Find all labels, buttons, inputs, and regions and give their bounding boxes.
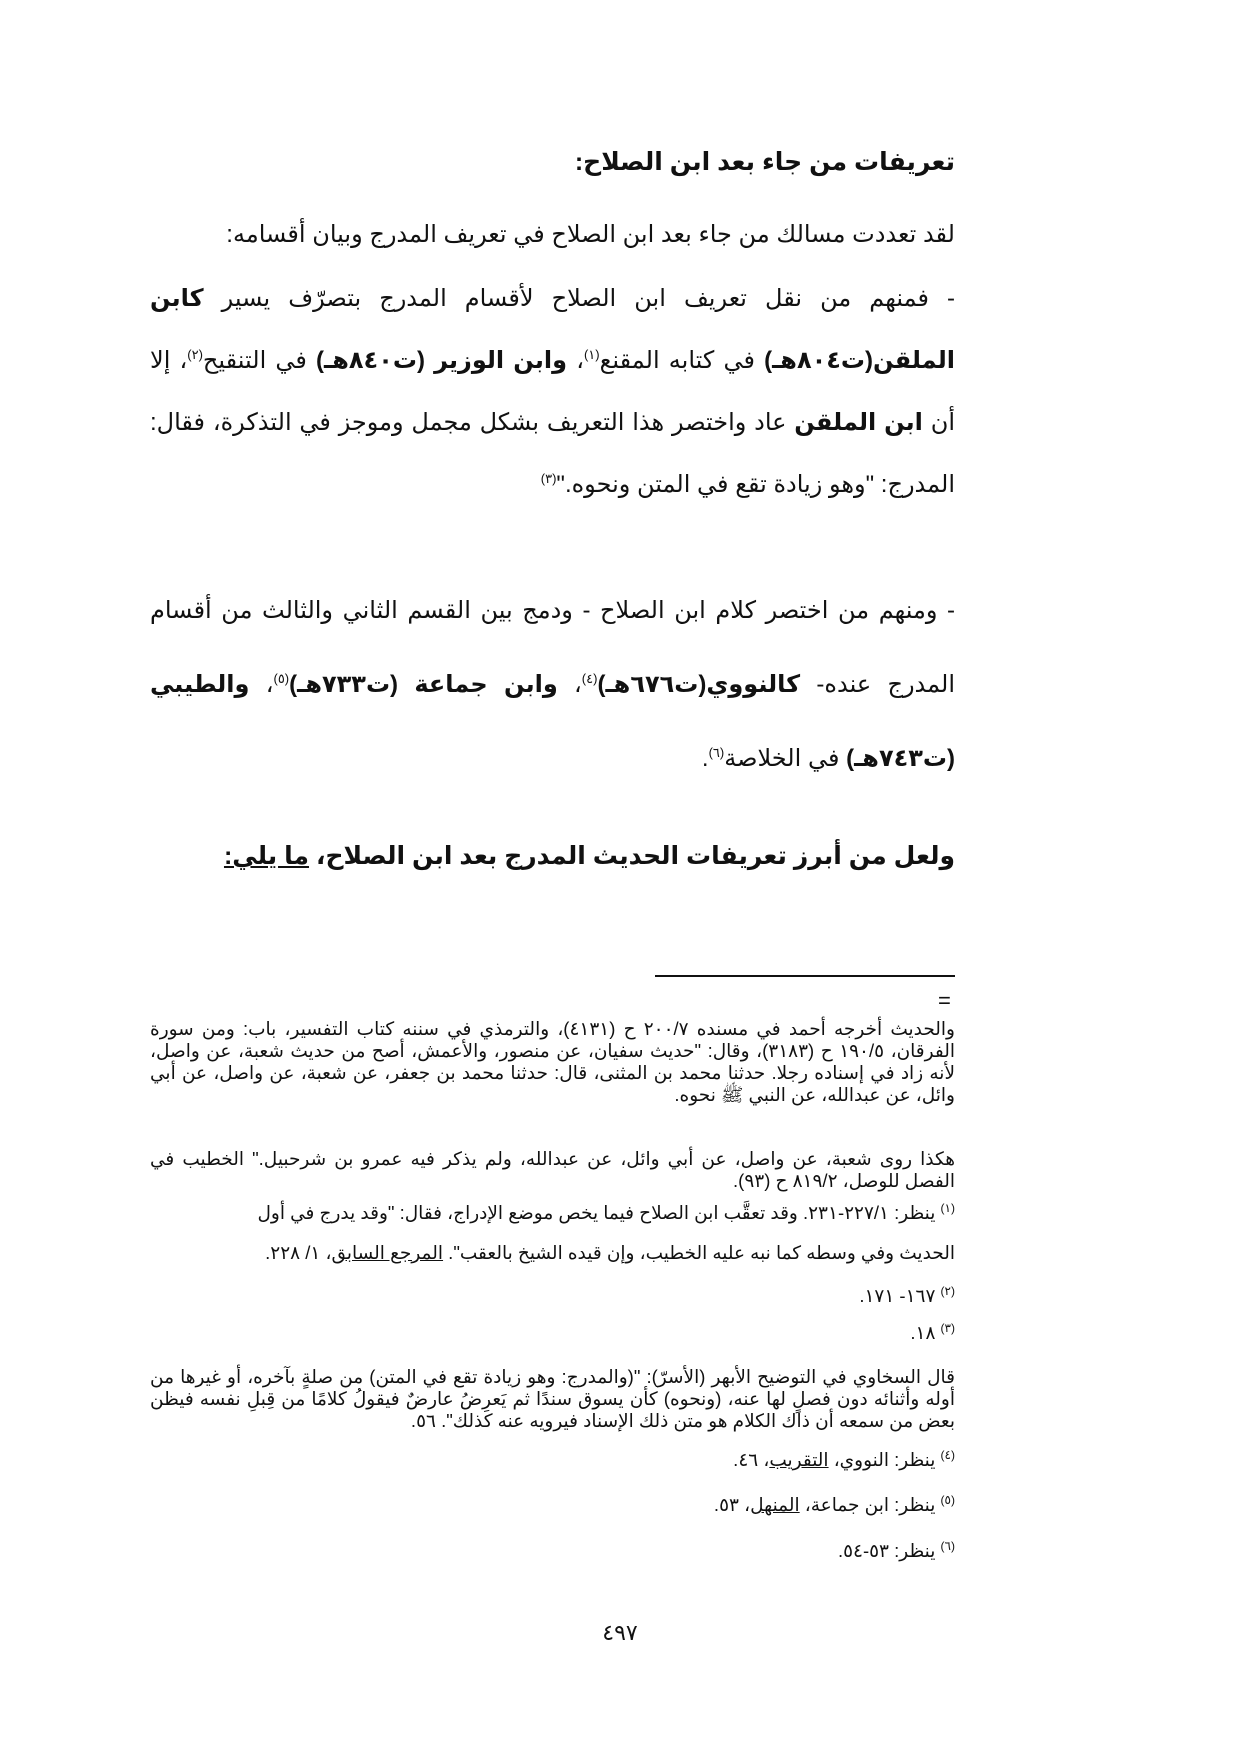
footnote-5-number: (٥) [940, 1493, 955, 1507]
footnote-1-number: (١) [940, 1201, 955, 1215]
closing-underlined: ما يلي: [223, 842, 309, 870]
p1-text: ، إلا أن [150, 347, 955, 436]
p1-text: عاد واختصر هذا التعريف بشكل مجمل وموجز في التذكرة، فقال: المدرج: "وهو زيادة تقع في المتن ونحوه." [150, 409, 955, 498]
p1-text: ، [567, 347, 584, 374]
footnote-ref-1: (١) [583, 347, 600, 362]
footnote-4 [150, 1447, 955, 1473]
footnote-1-text: ينظر: ٢٢٧/١-٢٣١. وقد تعقَّب ابن الصلاح فيما يخص موضع الإدراج، فقال: "وقد يدرج في أول [257, 1202, 941, 1223]
footnote-ref-3: (٣) [540, 471, 557, 486]
p2-text: . [701, 745, 709, 772]
footnote-6 [150, 1538, 955, 1564]
footnote-separator [655, 975, 955, 977]
p2-bold-nawawi: كالنووي(ت٦٧٦هـ) [597, 671, 801, 698]
p2-bold-ibn-jamaa: وابن جماعة (ت٧٣٣هـ) [289, 671, 558, 698]
footnote-4-reference: التقريب [769, 1449, 829, 1470]
closing-heading [150, 834, 955, 878]
p2-text: ، [557, 671, 582, 698]
intro-paragraph: لقد تعددت مسالك من جاء بعد ابن الصلاح في تعريف المدرج وبيان أقسامه: [226, 221, 955, 248]
p1-text: في التنقيح [202, 347, 317, 374]
footnote-2-text: ١٦٧- ١٧١. [859, 1285, 941, 1306]
footnote-ref-6: (٦) [708, 745, 725, 760]
footnote-4-number: (٤) [940, 1448, 955, 1462]
footnote-ref-4: (٤) [581, 671, 598, 686]
p1-bold-ibn-mulaqqin: كابن الملقن(ت٨٠٤هـ) [150, 285, 955, 374]
footnote-continuation-2: هكذا روى شعبة، عن واصل، عن أبي وائل، عن عبدالله، ولم يذكر فيه عمرو بن شرحبيل." الخطيب في الفصل للوصل، ٨١٩/٢ ح (٩٣). [150, 1148, 955, 1191]
paragraph-ibn-mulaqqin [150, 268, 955, 516]
footnote-6-text: ينظر: ٥٣-٥٤. [837, 1540, 941, 1561]
footnote-2-number: (٢) [940, 1284, 955, 1298]
footnote-ref-2: (٢) [187, 347, 203, 362]
footnote-1 [150, 1200, 955, 1226]
p1-bold-ibn-mulaqqin-2: ابن الملقن [794, 409, 923, 436]
p2-text: ، [249, 671, 274, 698]
footnote-3 [150, 1320, 955, 1346]
footnote-3-text: ١٨. [910, 1322, 941, 1343]
page-number: ٤٩٧ [602, 1620, 638, 1645]
p1-bold-ibn-wazir: وابن الوزير (ت٨٤٠هـ) [316, 347, 568, 374]
footnote-1-reference: المرجع السابق [331, 1242, 444, 1263]
footnote-ref-5: (٥) [273, 671, 290, 686]
footnote-5 [150, 1492, 955, 1518]
paragraph-nawawi [150, 574, 955, 796]
footnote-continuation-1: والحديث أخرجه أحمد في مسنده ٢٠٠/٧ ح (٤١٣١)، والترمذي في سننه كتاب التفسير، باب: ومن سورة الفرقان، ١٩٠/٥ ح (٣١٨٣)، وقال: "حديث سفيان، عن منصور، والأعمش، أصح من حديث شعبة، عن واصل، لأنه زاد في إسناده رجلا. حدثنا محمد بن المثنى، قال: حدثنا محمد بن جعفر، عن شعبة، عن واصل، عن أبي وائل، عن عبدالله، عن النبي ﷺ نحوه. [150, 1018, 955, 1105]
p2-text: في الخلاصة [724, 745, 847, 772]
footnote-1-continued [150, 1240, 955, 1266]
footnote-6-number: (٦) [940, 1539, 955, 1553]
p2-text: - ومنهم من اختصر كلام ابن الصلاح - ودمج بين القسم الثاني والثالث من أقسام المدرج عنده- [150, 597, 955, 698]
footnote-5-reference: المنهل [750, 1494, 800, 1515]
closing-text: ولعل من أبرز تعريفات الحديث المدرج بعد ابن الصلاح، [309, 842, 955, 870]
p2-bold-tibi: والطيبي (ت٧٤٣هـ) [150, 671, 955, 772]
section-heading: تعريفات من جاء بعد ابن الصلاح: [574, 148, 955, 176]
continuation-mark: = [938, 988, 951, 1013]
footnote-4-text: ينظر: النووي، [828, 1449, 941, 1470]
p1-text: في كتابه المقنع [599, 347, 765, 374]
footnote-5-text: ينظر: ابن جماعة، [799, 1494, 941, 1515]
footnote-2 [150, 1283, 955, 1309]
p1-text: - فمنهم من نقل تعريف ابن الصلاح لأقسام المدرج بتصرّف يسير [203, 285, 955, 312]
footnote-3-number: (٣) [940, 1321, 955, 1335]
footnote-1-page: ، ١/ ٢٢٨. [265, 1242, 332, 1263]
footnote-3-quote: قال السخاوي في التوضيح الأبهر (الأسرّ): "(والمدرج: وهو زيادة تقع في المتن) من صلةٍ بآخره، أو غيرها من أوله وأثنائه دون فصلٍ لها عنه، (ونحوه) كأن يسوق سندًا ثم يَعرِضُ عارضٌ فيقولُ كلامًا من قِبلِ نفسه فيظن بعض من سمعه أن ذاك الكلام هو متن ذلك الإسناد فيرويه عنه كذلك". ٥٦. [150, 1366, 955, 1431]
footnote-5-page: ، ٥٣. [713, 1494, 751, 1515]
footnote-1-cont-text: الحديث وفي وسطه كما نبه عليه الخطيب، وإن قيده الشيخ بالعقب". [443, 1242, 955, 1263]
footnote-4-page: ، ٤٦. [733, 1449, 770, 1470]
